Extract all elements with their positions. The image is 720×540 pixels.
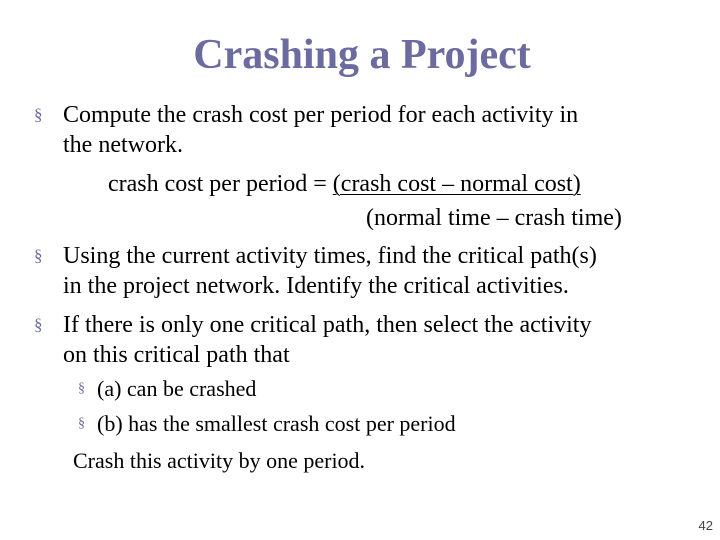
- sub-bullet-marker-icon: §: [78, 381, 85, 396]
- closing-note: Crash this activity by one period.: [73, 448, 366, 473]
- formula-denominator: (normal time – crash time): [366, 205, 622, 231]
- bullet-2-line-1: Using the current activity times, find the critical path(s): [63, 243, 597, 269]
- slide-title: Crashing a Project: [193, 32, 531, 78]
- bullet-2-line-2: in the project network. Identify the critical activities.: [63, 273, 569, 299]
- sub-bullet-marker-icon: §: [78, 416, 85, 431]
- formula-numerator: (crash cost – normal cost): [332, 171, 581, 197]
- page-number: 42: [698, 518, 713, 533]
- bullet-1-line-2: the network.: [63, 132, 183, 158]
- bullet-marker-icon: §: [34, 315, 43, 334]
- formula-lhs: crash cost per period = (crash cost – normal cost): [108, 171, 581, 197]
- bullet-marker-icon: §: [34, 246, 43, 265]
- sub-bullet-b: (b) has the smallest crash cost per period: [97, 411, 456, 436]
- bullet-1-line-1: Compute the crash cost per period for each activity in: [63, 102, 579, 128]
- bullet-marker-icon: §: [34, 105, 43, 124]
- sub-bullet-a: (a) can be crashed: [97, 376, 257, 401]
- bullet-3-line-1: If there is only one critical path, then select the activity: [63, 312, 592, 338]
- bullet-3-line-2: on this critical path that: [63, 342, 290, 368]
